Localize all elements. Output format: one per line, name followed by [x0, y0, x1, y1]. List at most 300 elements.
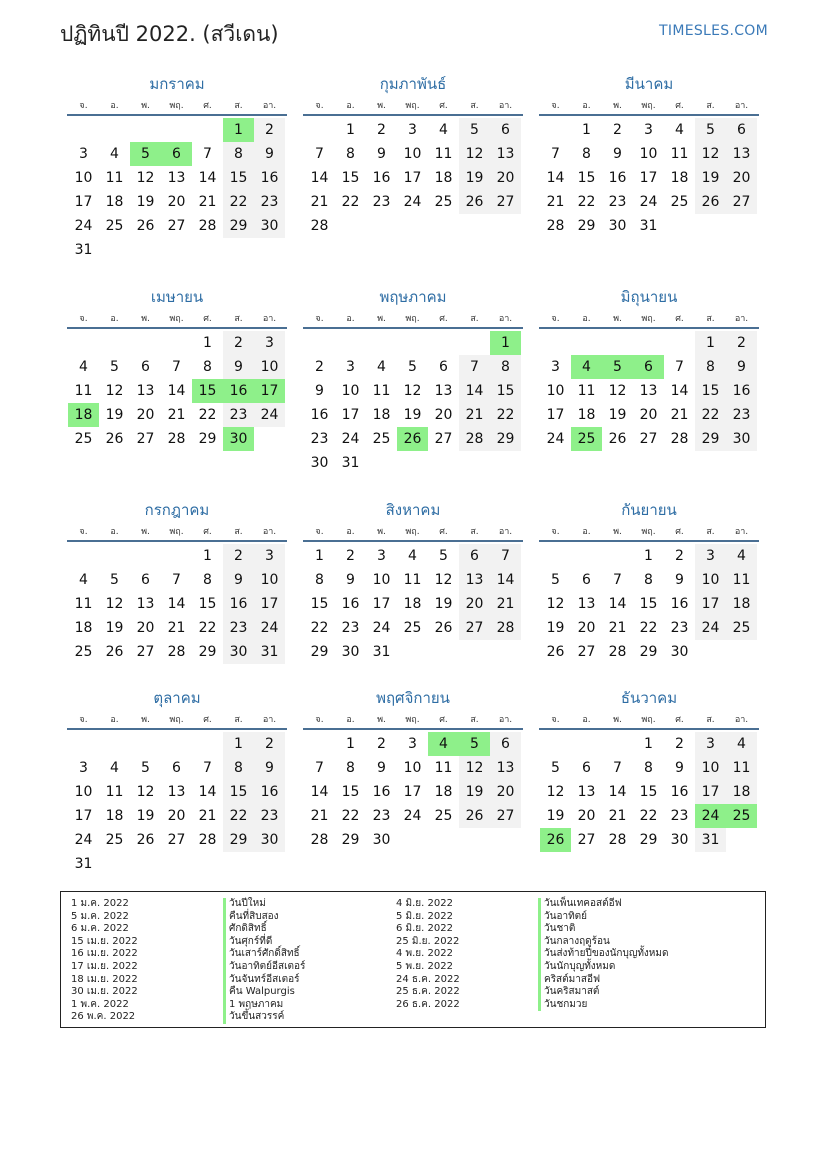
day-cell: 28: [670, 431, 689, 447]
day-grid: [67, 732, 287, 876]
day-cell: 8: [644, 572, 653, 588]
day-cell: 26: [136, 832, 155, 848]
weekday-label: พ.: [141, 314, 150, 324]
day-cell: 14: [310, 170, 329, 186]
month-rule: [539, 114, 759, 116]
legend-holiday-name: วันคริสมาสต์: [538, 986, 669, 999]
day-cell: 2: [234, 335, 243, 351]
day-cell: 6: [582, 760, 591, 776]
day-cell: 28: [608, 644, 627, 660]
weekday-label: ศ.: [203, 101, 212, 111]
month-block: [303, 285, 523, 485]
weekday-label: อ.: [110, 715, 119, 725]
weekday-header: [67, 712, 287, 726]
month-block: [539, 686, 759, 886]
day-cell: 18: [105, 808, 124, 824]
day-grid: [539, 118, 759, 262]
day-cell: 10: [74, 784, 93, 800]
weekday-header: [67, 98, 287, 112]
day-cell: 2: [346, 548, 355, 564]
day-cell: 29: [639, 644, 658, 660]
day-cell: 30: [341, 644, 360, 660]
month-name: สิงหาคม: [385, 501, 441, 519]
brand-link[interactable]: TIMESLES.COM: [659, 23, 768, 39]
weekday-label: ส.: [706, 527, 715, 537]
month-block: [303, 72, 523, 272]
day-cell: 24: [701, 620, 720, 636]
day-cell: 15: [198, 596, 217, 612]
holiday-day-cell: 6: [161, 142, 192, 166]
weekday-label: อา.: [498, 527, 513, 537]
day-cell: 9: [377, 760, 386, 776]
weekday-label: อา.: [262, 715, 277, 725]
day-cell: 21: [608, 808, 627, 824]
day-cell: 4: [675, 122, 684, 138]
weekday-label: อ.: [110, 314, 119, 324]
legend-holiday-name: วันชาติ: [538, 923, 669, 936]
day-cell: 16: [341, 596, 360, 612]
weekday-label: จ.: [551, 527, 560, 537]
day-cell: 9: [234, 572, 243, 588]
legend-dates-column-2: [396, 898, 460, 1011]
day-cell: 18: [434, 784, 453, 800]
day-cell: 19: [105, 620, 124, 636]
day-cell: 15: [341, 170, 360, 186]
legend-holiday-name: วันเพ็นเทคอสต์อีฟ: [538, 898, 669, 911]
day-cell: 19: [105, 407, 124, 423]
month-name: กุมภาพันธ์: [379, 75, 447, 93]
day-cell: 2: [265, 122, 274, 138]
weekday-label: ศ.: [439, 715, 448, 725]
holiday-day-cell: 16: [223, 379, 254, 403]
legend-names-column-1: [223, 898, 305, 1024]
weekday-header: [539, 98, 759, 112]
month-rule: [539, 540, 759, 542]
weekday-label: ส.: [234, 314, 243, 324]
day-cell: 14: [310, 784, 329, 800]
weekday-label: ศ.: [439, 527, 448, 537]
day-cell: 9: [737, 359, 746, 375]
day-cell: 18: [105, 194, 124, 210]
day-cell: 22: [229, 194, 248, 210]
day-cell: 31: [74, 856, 93, 872]
day-cell: 7: [172, 359, 181, 375]
day-cell: 7: [172, 572, 181, 588]
legend-date: 6 มิ.ย. 2022: [396, 923, 453, 935]
day-cell: 10: [701, 760, 720, 776]
weekday-label: พฤ.: [169, 527, 184, 537]
legend-date: 1 พ.ค. 2022: [71, 998, 129, 1010]
day-cell: 3: [644, 122, 653, 138]
day-cell: 5: [110, 572, 119, 588]
weekday-label: ศ.: [439, 314, 448, 324]
day-cell: 12: [105, 596, 124, 612]
weekday-label: ศ.: [203, 527, 212, 537]
day-cell: 29: [198, 431, 217, 447]
day-cell: 15: [577, 170, 596, 186]
day-cell: 7: [470, 359, 479, 375]
weekday-label: อ.: [346, 314, 355, 324]
day-cell: 15: [229, 784, 248, 800]
day-grid: [67, 331, 287, 475]
day-cell: 14: [608, 784, 627, 800]
day-cell: 29: [701, 431, 720, 447]
weekday-label: พฤ.: [169, 101, 184, 111]
month-block: [539, 498, 759, 698]
month-name: มีนาคม: [624, 75, 674, 93]
day-cell: 26: [136, 218, 155, 234]
month-rule: [303, 114, 523, 116]
legend-date: 4 พ.ย. 2022: [396, 948, 453, 960]
weekday-label: ศ.: [439, 101, 448, 111]
day-cell: 6: [501, 122, 510, 138]
day-cell: 8: [315, 572, 324, 588]
day-cell: 26: [465, 808, 484, 824]
day-cell: 10: [341, 383, 360, 399]
day-cell: 3: [551, 359, 560, 375]
day-cell: 15: [639, 784, 658, 800]
day-cell: 9: [346, 572, 355, 588]
day-cell: 8: [706, 359, 715, 375]
day-grid: [539, 544, 759, 688]
weekday-label: พ.: [613, 527, 622, 537]
day-cell: 15: [701, 383, 720, 399]
weekday-label: อ.: [582, 527, 591, 537]
day-cell: 19: [546, 620, 565, 636]
weekday-label: พฤ.: [641, 527, 656, 537]
day-cell: 12: [403, 383, 422, 399]
day-cell: 20: [496, 170, 515, 186]
day-cell: 6: [737, 122, 746, 138]
month-name: กันยายน: [621, 501, 677, 519]
weekday-label: จ.: [315, 527, 324, 537]
day-cell: 7: [315, 146, 324, 162]
day-cell: 18: [434, 170, 453, 186]
day-cell: 22: [198, 620, 217, 636]
day-cell: 20: [496, 784, 515, 800]
weekday-header: [67, 524, 287, 538]
weekday-label: อ.: [582, 101, 591, 111]
day-cell: 4: [110, 146, 119, 162]
day-cell: 3: [79, 760, 88, 776]
day-cell: 16: [372, 170, 391, 186]
legend-date: 6 ม.ค. 2022: [71, 923, 129, 935]
day-cell: 27: [136, 431, 155, 447]
day-cell: 19: [136, 194, 155, 210]
day-cell: 14: [198, 170, 217, 186]
legend-date: 5 พ.ย. 2022: [396, 960, 453, 972]
holiday-day-cell: 4: [428, 732, 459, 756]
day-cell: 26: [434, 620, 453, 636]
day-cell: 21: [496, 596, 515, 612]
day-cell: 11: [372, 383, 391, 399]
month-block: [67, 72, 287, 272]
day-cell: 29: [198, 644, 217, 660]
day-cell: 23: [229, 620, 248, 636]
month-rule: [303, 728, 523, 730]
day-cell: 21: [608, 620, 627, 636]
legend-holiday-name: คริสต์มาสอีฟ: [538, 974, 669, 987]
day-cell: 12: [434, 572, 453, 588]
day-cell: 27: [167, 218, 186, 234]
weekday-label: ส.: [234, 715, 243, 725]
day-cell: 26: [105, 644, 124, 660]
holiday-day-cell: 26: [397, 427, 428, 451]
day-cell: 13: [577, 596, 596, 612]
day-cell: 27: [577, 644, 596, 660]
day-cell: 24: [546, 431, 565, 447]
day-cell: 17: [403, 170, 422, 186]
month-name: ธันวาคม: [620, 689, 678, 707]
day-cell: 3: [377, 548, 386, 564]
day-cell: 22: [639, 620, 658, 636]
day-cell: 20: [465, 596, 484, 612]
day-cell: 2: [613, 122, 622, 138]
day-cell: 22: [496, 407, 515, 423]
legend-holiday-name: 1 พฤษภาคม: [223, 999, 305, 1012]
day-cell: 7: [501, 548, 510, 564]
weekday-label: ส.: [234, 527, 243, 537]
day-cell: 18: [732, 596, 751, 612]
day-cell: 26: [608, 431, 627, 447]
day-cell: 20: [577, 808, 596, 824]
month-name: พฤศจิกายน: [376, 689, 450, 707]
day-cell: 11: [74, 596, 93, 612]
weekday-label: ส.: [706, 101, 715, 111]
day-cell: 13: [465, 572, 484, 588]
day-cell: 6: [439, 359, 448, 375]
day-cell: 27: [496, 194, 515, 210]
day-cell: 11: [74, 383, 93, 399]
day-cell: 12: [546, 596, 565, 612]
day-cell: 16: [260, 784, 279, 800]
day-cell: 18: [403, 596, 422, 612]
day-cell: 26: [105, 431, 124, 447]
weekday-label: พ.: [141, 527, 150, 537]
day-cell: 20: [732, 170, 751, 186]
weekday-label: จ.: [551, 715, 560, 725]
month-rule: [539, 728, 759, 730]
month-name: กรกฎาคม: [144, 501, 210, 519]
weekday-label: ส.: [470, 527, 479, 537]
day-cell: 9: [234, 359, 243, 375]
day-cell: 17: [341, 407, 360, 423]
day-cell: 30: [372, 832, 391, 848]
day-cell: 24: [74, 218, 93, 234]
day-cell: 1: [346, 122, 355, 138]
day-cell: 18: [732, 784, 751, 800]
day-cell: 9: [675, 572, 684, 588]
weekday-label: พ.: [141, 715, 150, 725]
weekday-label: พฤ.: [641, 715, 656, 725]
day-cell: 12: [105, 383, 124, 399]
day-cell: 22: [577, 194, 596, 210]
day-cell: 2: [377, 122, 386, 138]
day-cell: 23: [260, 194, 279, 210]
day-cell: 14: [465, 383, 484, 399]
day-cell: 17: [74, 808, 93, 824]
weekday-label: อ.: [110, 101, 119, 111]
day-cell: 20: [577, 620, 596, 636]
day-cell: 28: [310, 218, 329, 234]
day-cell: 15: [639, 596, 658, 612]
day-cell: 10: [260, 359, 279, 375]
day-cell: 25: [670, 194, 689, 210]
day-cell: 17: [701, 596, 720, 612]
day-cell: 21: [546, 194, 565, 210]
legend-holiday-name: วันส่งท้ายปีของนักบุญทั้งหมด: [538, 948, 669, 961]
day-cell: 17: [260, 596, 279, 612]
day-cell: 21: [198, 808, 217, 824]
day-cell: 19: [465, 784, 484, 800]
day-cell: 6: [582, 572, 591, 588]
day-cell: 16: [372, 784, 391, 800]
weekday-header: [539, 311, 759, 325]
day-cell: 24: [260, 407, 279, 423]
day-cell: 19: [546, 808, 565, 824]
day-cell: 13: [167, 784, 186, 800]
weekday-label: พฤ.: [405, 715, 420, 725]
day-cell: 5: [408, 359, 417, 375]
weekday-label: ส.: [234, 101, 243, 111]
day-cell: 21: [310, 808, 329, 824]
day-cell: 7: [675, 359, 684, 375]
weekday-label: พ.: [613, 101, 622, 111]
legend-date: 1 ม.ค. 2022: [71, 898, 129, 909]
day-cell: 17: [701, 784, 720, 800]
day-cell: 10: [403, 760, 422, 776]
day-cell: 2: [377, 736, 386, 752]
weekday-label: ส.: [706, 314, 715, 324]
weekday-label: พ.: [377, 314, 386, 324]
day-cell: 23: [670, 808, 689, 824]
day-cell: 25: [732, 620, 751, 636]
day-cell: 28: [465, 431, 484, 447]
day-cell: 12: [701, 146, 720, 162]
legend-holiday-name: วันอาทิตย์อีสเตอร์: [223, 961, 305, 974]
legend-date: 24 ธ.ค. 2022: [396, 973, 460, 985]
day-cell: 26: [701, 194, 720, 210]
day-cell: 30: [670, 644, 689, 660]
day-cell: 27: [639, 431, 658, 447]
day-cell: 14: [496, 572, 515, 588]
day-cell: 29: [229, 218, 248, 234]
day-cell: 27: [434, 431, 453, 447]
day-cell: 4: [408, 548, 417, 564]
day-cell: 4: [79, 359, 88, 375]
holiday-day-cell: 5: [602, 355, 633, 379]
weekday-label: จ.: [315, 314, 324, 324]
legend-date: 18 เม.ย. 2022: [71, 973, 138, 985]
weekday-label: อา.: [734, 314, 749, 324]
day-cell: 10: [260, 572, 279, 588]
weekday-label: อ.: [346, 101, 355, 111]
day-cell: 3: [706, 736, 715, 752]
day-cell: 19: [701, 170, 720, 186]
weekday-header: [303, 98, 523, 112]
day-cell: 23: [229, 407, 248, 423]
legend-names-column-2: [538, 898, 669, 1011]
month-block: [539, 285, 759, 485]
day-cell: 17: [403, 784, 422, 800]
day-cell: 31: [341, 455, 360, 471]
month-rule: [67, 327, 287, 329]
day-cell: 22: [341, 194, 360, 210]
day-cell: 30: [670, 832, 689, 848]
legend-date: 26 ธ.ค. 2022: [396, 998, 460, 1010]
day-cell: 8: [203, 572, 212, 588]
weekday-header: [539, 712, 759, 726]
day-cell: 25: [434, 808, 453, 824]
day-cell: 8: [582, 146, 591, 162]
weekday-label: จ.: [551, 314, 560, 324]
day-cell: 14: [167, 383, 186, 399]
month-block: [303, 686, 523, 886]
month-rule: [67, 728, 287, 730]
weekday-label: อ.: [582, 715, 591, 725]
day-cell: 1: [706, 335, 715, 351]
day-cell: 1: [582, 122, 591, 138]
month-name: เมษายน: [150, 288, 204, 306]
weekday-label: อา.: [498, 101, 513, 111]
day-cell: 7: [203, 760, 212, 776]
day-cell: 13: [496, 146, 515, 162]
day-cell: 2: [737, 335, 746, 351]
month-rule: [67, 540, 287, 542]
day-cell: 28: [496, 620, 515, 636]
day-cell: 14: [167, 596, 186, 612]
month-rule: [303, 327, 523, 329]
day-cell: 5: [551, 760, 560, 776]
day-cell: 14: [546, 170, 565, 186]
day-cell: 31: [260, 644, 279, 660]
day-cell: 3: [706, 548, 715, 564]
legend-holiday-name: วันขึ้นสวรรค์: [223, 1011, 305, 1024]
day-cell: 21: [310, 194, 329, 210]
day-cell: 1: [203, 335, 212, 351]
day-cell: 11: [670, 146, 689, 162]
weekday-label: ส.: [470, 101, 479, 111]
day-cell: 6: [141, 359, 150, 375]
day-cell: 27: [167, 832, 186, 848]
legend-date: 26 พ.ค. 2022: [71, 1011, 136, 1023]
weekday-header: [303, 524, 523, 538]
day-cell: 25: [434, 194, 453, 210]
day-cell: 23: [372, 808, 391, 824]
month-name: มิถุนายน: [620, 288, 678, 306]
holiday-day-cell: 15: [192, 379, 223, 403]
day-cell: 2: [675, 736, 684, 752]
weekday-label: จ.: [79, 314, 88, 324]
day-cell: 1: [203, 548, 212, 564]
day-cell: 30: [608, 218, 627, 234]
day-cell: 22: [310, 620, 329, 636]
weekday-label: ศ.: [675, 314, 684, 324]
day-cell: 16: [670, 784, 689, 800]
day-cell: 1: [315, 548, 324, 564]
page-title: ปฏิทินปี 2022. (สวีเดน): [60, 22, 279, 46]
day-cell: 1: [644, 736, 653, 752]
weekday-label: อ.: [346, 715, 355, 725]
weekday-label: พ.: [377, 101, 386, 111]
weekday-label: พฤ.: [641, 101, 656, 111]
day-cell: 10: [74, 170, 93, 186]
day-cell: 23: [310, 431, 329, 447]
holiday-day-cell: 4: [571, 355, 602, 379]
legend-holiday-name: วันนักบุญทั้งหมด: [538, 961, 669, 974]
day-cell: 6: [470, 548, 479, 564]
day-cell: 28: [310, 832, 329, 848]
